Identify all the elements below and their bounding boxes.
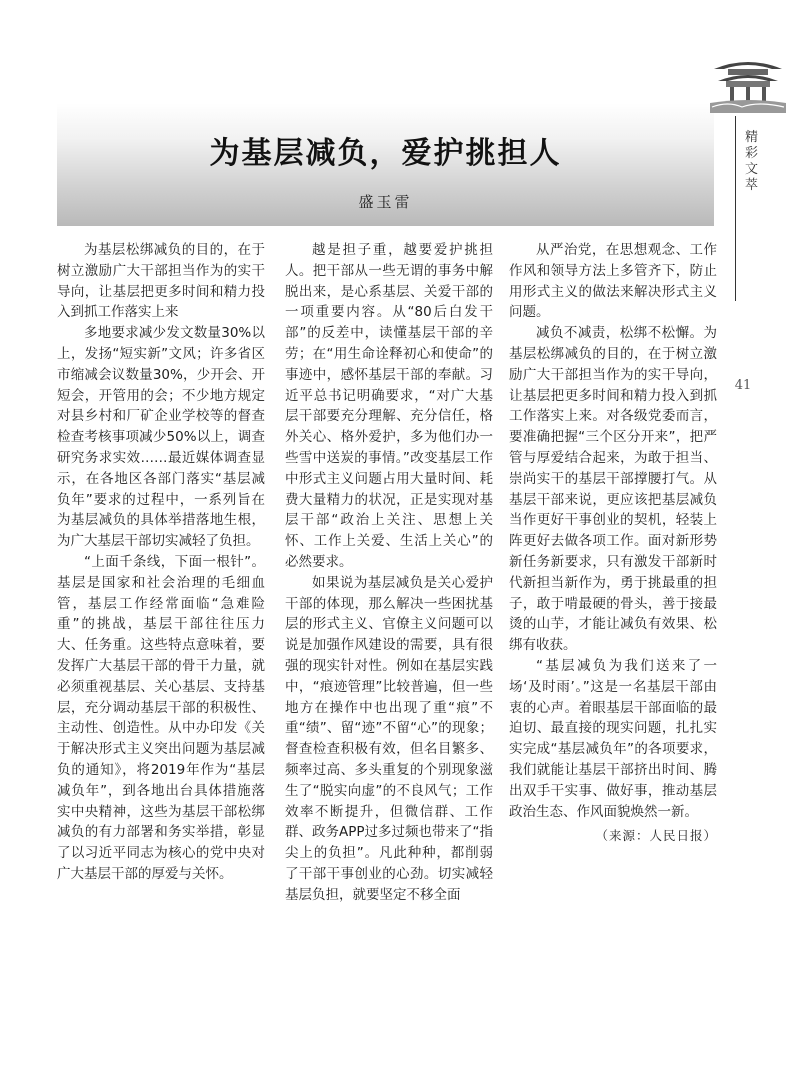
article-author: 盛玉雷 [358,193,413,211]
section-label: 精彩文萃 [744,130,759,193]
paragraph: 多地要求减少发文数量30%以上，发扬“短实新”文风；许多省区市缩减会议数量30%，少开会、开短会，开管用的会；不少地方规定对县乡村和厂矿企业学校等的督查检查考核事项减少50%以上，调查研究务求实效……最近媒体调查显示，在各地区各部门落实“基层减负年”要求的过程中，一系列旨在为基层减负的具体举措落地生根，为广大基层干部切实减轻了负担。 [57,325,265,550]
article-column-2 [285,240,493,906]
paragraph: 从严治党，在思想观念、工作作风和领导方法上多管齐下，防止用形式主义的做法来解决形式主义问题。 [509,242,717,321]
paragraph: “上面千条线，下面一根针”。基层是国家和社会治理的毛细血管，基层工作经常面临“急难险重”的挑战，基层干部往往压力大、任务重。这些特点意味着，要发挥广大基层干部的骨干力量，就必须重视基层、关心基层、支持基层，充分调动基层干部的积极性、主动性、创造性。从中办印发《关于解决形式主义突出问题为基层减负的通知》，将2019年作为“基层减负年”，到各地出台具体措施落实中央精神，这些为基层干部松绑减负的有力部署和务实举措，彰显了以习近平同志为核心的党中央对广大基层干部的厚爱与关怀。 [57,553,265,882]
page-number: 41 [734,378,752,393]
paragraph: 减负不减责，松绑不松懈。为基层松绑减负的目的，在于树立激励广大干部担当作为的实干导向，让基层把更多时间和精力投入到抓工作落实上来。对各级党委而言，要准确把握“三个区分开来”，把严管与厚爱结合起来，为敢于担当、崇尚实干的基层干部撑腰打气。从基层干部来说，更应该把基层减负当作更好干事创业的契机，轻装上阵更好去做各项工作。面对新形势新任务新要求，只有激发干部新时代新担当新作为，勇于挑最重的担子，敢于啃最硬的骨头，善于接最烫的山芋，才能让减负有效果、松绑有收获。 [509,325,717,654]
article-column-1 [57,240,265,885]
paragraph: 如果说为基层减负是关心爱护干部的体现，那么解决一些困扰基层的形式主义、官僚主义问题可以说是加强作风建设的需要，具有很强的现实针对性。例如在基层实践中，“痕迹管理”比较普遍，但一些地方在操作中也出现了重“痕”不重“绩”、留“迹”不留“心”的现象；督查检查积极有效，但名目繁多、频率过高、多头重复的个别现象滋生了“脱实向虚”的不良风气；工作效率不断提升，但微信群、工作群、政务APP过多过频也带来了“指尖上的负担”。凡此种种，都削弱了干部干事创业的心劲。切实减轻基层负担，就要坚定不移全面 [285,574,494,903]
article-column-3 [509,240,717,847]
article-source: （来源：人民日报） [595,828,717,844]
paragraph: 越是担子重，越要爱护挑担人。把干部从一些无谓的事务中解脱出来，是心系基层、关爱干部的一项重要内容。从“80后白发干部”的反差中，读懂基层干部的辛劳；在“用生命诠释初心和使命”的事迹中，感怀基层干部的奉献。习近平总书记明确要求，“对广大基层干部要充分理解、充分信任，格外关心、格外爱护，多为他们办一些雪中送炭的事情。”改变基层工作中形式主义问题占用大量时间、耗费大量精力的状况，正是实现对基层干部“政治上关注、思想上关怀、工作上关爱、生活上关心”的必然要求。 [285,242,493,570]
pavilion-icon [708,55,788,113]
paragraph: “基层减负为我们送来了一场‘及时雨’。”这是一名基层干部由衷的心声。着眼基层干部面临的最迫切、最直接的现实问题，扎扎实实完成“基层减负年”的各项要求，我们就能让基层干部挤出时间、腾出双手干实事、做好事，推动基层政治生态、作风面貌焕然一新。 [509,657,717,820]
paragraph: 为基层松绑减负的目的，在于树立激励广大干部担当作为的实干导向，让基层把更多时间和精力投入到抓工作落实上来 [57,242,265,321]
sidebar-rule [735,116,736,301]
article-title: 为基层减负，爱护挑担人 [209,136,562,171]
